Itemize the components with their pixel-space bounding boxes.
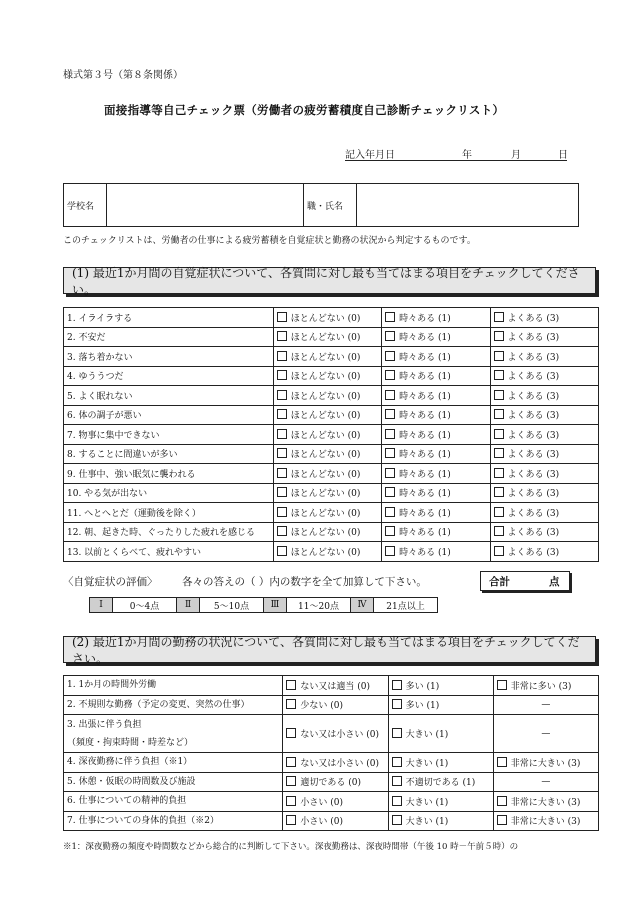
work-option-none: — [493, 695, 598, 715]
option-label: よくある (3) [507, 372, 560, 383]
symptom-option[interactable] [273, 425, 381, 445]
symptom-row [64, 503, 599, 523]
form-number: 様式第３号（第８条関係） [63, 70, 183, 81]
symptom-option[interactable] [382, 366, 490, 386]
checkbox-icon[interactable] [277, 546, 287, 556]
checkbox-icon[interactable] [277, 331, 287, 341]
checkbox-icon[interactable] [385, 429, 395, 439]
option-label: ほとんどない (0) [290, 352, 361, 363]
checkbox-icon[interactable] [494, 370, 504, 380]
checkbox-icon[interactable] [385, 390, 395, 400]
option-label: よくある (3) [507, 508, 560, 519]
checkbox-icon[interactable] [385, 507, 395, 517]
option-label: 不適切である (1) [405, 778, 476, 789]
symptom-option[interactable] [273, 366, 381, 386]
option-label: 時々ある (1) [399, 333, 451, 344]
option-label: 大きい (1) [405, 758, 449, 769]
checkbox-icon[interactable] [494, 468, 504, 478]
work-label [64, 811, 283, 831]
option-label: 時々ある (1) [399, 469, 451, 480]
checkbox-icon[interactable] [385, 351, 395, 361]
symptom-option[interactable] [273, 503, 381, 523]
work-label [64, 695, 283, 715]
symptom-option[interactable] [382, 464, 490, 484]
symptom-row [64, 483, 599, 503]
symptom-option[interactable] [273, 405, 381, 425]
option-label: よくある (3) [507, 528, 560, 539]
work-option[interactable] [283, 753, 388, 773]
option-label: ほとんどない (0) [290, 391, 361, 402]
work-option[interactable] [283, 772, 388, 792]
work-row [64, 811, 599, 831]
symptom-option[interactable] [490, 483, 598, 503]
total-box[interactable] [480, 571, 570, 591]
option-label: 非常に大きい (3) [510, 797, 581, 808]
symptom-label: 8. することに間違いが多い [64, 444, 274, 464]
option-label: ほとんどない (0) [290, 528, 361, 539]
symptom-label: 11. へとへとだ（運動後を除く） [64, 503, 274, 523]
work-label-line1: 4. 深夜勤務に伴う負担（※1） [67, 757, 193, 768]
entry-date-field[interactable] [345, 146, 567, 161]
symptom-option[interactable] [382, 425, 490, 445]
page-title: 面接指導等自己チェック票（労働者の疲労蓄積度自己診断チェックリスト） [104, 103, 505, 117]
symptom-option[interactable] [382, 405, 490, 425]
option-label: よくある (3) [507, 313, 560, 324]
option-label: よくある (3) [507, 430, 560, 441]
checkbox-icon[interactable] [277, 390, 287, 400]
work-option[interactable] [493, 811, 598, 831]
option-label: よくある (3) [507, 450, 560, 461]
symptom-row [64, 308, 599, 328]
work-row [64, 772, 599, 792]
work-label-line1: 5. 休憩・仮眠の時間数及び施設 [67, 776, 196, 787]
school-label: 学校名 [64, 184, 107, 227]
symptom-option[interactable] [273, 386, 381, 406]
checkbox-icon[interactable] [277, 312, 287, 322]
level-1-num: Ⅰ [90, 598, 113, 613]
checkbox-icon[interactable] [385, 409, 395, 419]
work-option-none: — [493, 715, 598, 753]
work-option[interactable] [283, 715, 388, 753]
checkbox-icon[interactable] [392, 699, 402, 709]
option-label: よくある (3) [507, 411, 560, 422]
option-label: 時々ある (1) [399, 411, 451, 422]
checkbox-icon[interactable] [494, 312, 504, 322]
symptom-label: 2. 不安だ [64, 327, 274, 347]
checkbox-icon[interactable] [494, 429, 504, 439]
option-label: 小さい (0) [300, 817, 344, 828]
checkbox-icon[interactable] [277, 351, 287, 361]
checkbox-icon[interactable] [497, 680, 507, 690]
level-4-range: 21点以上 [374, 598, 438, 613]
work-label-line1: 3. 出張に伴う負担 [67, 719, 142, 730]
symptom-label: 4. ゆううつだ [64, 366, 274, 386]
work-label [64, 792, 283, 812]
option-label: ほとんどない (0) [290, 547, 361, 558]
info-table [63, 183, 579, 227]
symptom-label: 5. よく眠れない [64, 386, 274, 406]
option-label: よくある (3) [507, 489, 560, 500]
option-label: 時々ある (1) [399, 450, 451, 461]
checkbox-icon[interactable] [497, 796, 507, 806]
checkbox-icon[interactable] [392, 815, 402, 825]
checkbox-icon[interactable] [286, 680, 296, 690]
total-label: 合計 [489, 576, 510, 588]
work-row [64, 676, 599, 696]
symptom-option[interactable] [273, 483, 381, 503]
checkbox-icon[interactable] [494, 409, 504, 419]
checkbox-icon[interactable] [392, 680, 402, 690]
work-option[interactable] [493, 792, 598, 812]
checkbox-icon[interactable] [385, 312, 395, 322]
work-option[interactable] [388, 715, 493, 753]
symptom-row [64, 366, 599, 386]
work-option[interactable] [388, 772, 493, 792]
option-label: ほとんどない (0) [290, 333, 361, 344]
checkbox-icon[interactable] [494, 390, 504, 400]
option-label: ほとんどない (0) [290, 469, 361, 480]
symptom-option[interactable] [490, 405, 598, 425]
checkbox-icon[interactable] [277, 526, 287, 536]
symptom-option[interactable] [490, 503, 598, 523]
symptom-option[interactable] [382, 483, 490, 503]
checkbox-icon[interactable] [494, 331, 504, 341]
option-label: 時々ある (1) [399, 372, 451, 383]
symptom-row [64, 425, 599, 445]
symptom-label: 12. 朝、起きた時、ぐったりした疲れを感じる [64, 522, 274, 542]
school-input[interactable] [107, 184, 304, 227]
symptom-row [64, 464, 599, 484]
work-option[interactable] [493, 753, 598, 773]
checkbox-icon[interactable] [385, 487, 395, 497]
work-option[interactable] [388, 676, 493, 696]
symptom-option[interactable] [490, 444, 598, 464]
checkbox-icon[interactable] [392, 796, 402, 806]
section1-title: (1) 最近1か月間の自覚症状について、各質問に対し最も当てはまる項目をチェックしてください。 [72, 265, 580, 297]
work-option[interactable] [388, 753, 493, 773]
evaluation-scale [89, 597, 438, 613]
option-label: 時々ある (1) [399, 489, 451, 500]
option-label: ほとんどない (0) [290, 411, 361, 422]
checkbox-icon[interactable] [392, 776, 402, 786]
checkbox-icon[interactable] [494, 526, 504, 536]
checkbox-icon[interactable] [277, 487, 287, 497]
checkbox-icon[interactable] [277, 370, 287, 380]
checkbox-icon[interactable] [286, 796, 296, 806]
option-label: 時々ある (1) [399, 391, 451, 402]
section2-title: (2) 最近1か月間の勤務の状況について、各質問に対し最も当てはまる項目をチェックしてください。 [72, 634, 580, 666]
symptom-option[interactable] [273, 542, 381, 562]
work-option[interactable] [388, 811, 493, 831]
work-label-line1: 2. 不規則な勤務（予定の変更、突然の仕事） [67, 699, 250, 710]
checkbox-icon[interactable] [277, 429, 287, 439]
symptom-option[interactable] [273, 327, 381, 347]
option-label: 少ない (0) [300, 701, 344, 712]
work-label-line1: 1. 1か月の時間外労働 [67, 680, 157, 691]
symptom-option[interactable] [273, 308, 381, 328]
symptom-option[interactable] [273, 522, 381, 542]
symptom-row [64, 327, 599, 347]
option-label: 時々ある (1) [399, 313, 451, 324]
option-label: 多い (1) [405, 701, 440, 712]
work-option[interactable] [493, 676, 598, 696]
option-label: 非常に多い (3) [510, 681, 572, 692]
symptom-option[interactable] [490, 464, 598, 484]
symptom-option[interactable] [490, 522, 598, 542]
option-label: 時々ある (1) [399, 430, 451, 441]
work-row [64, 753, 599, 773]
checkbox-icon[interactable] [385, 546, 395, 556]
symptom-option[interactable] [490, 425, 598, 445]
symptom-label: 7. 物事に集中できない [64, 425, 274, 445]
checkbox-icon[interactable] [497, 757, 507, 767]
option-label: ほとんどない (0) [290, 313, 361, 324]
checkbox-icon[interactable] [392, 728, 402, 738]
checkbox-icon[interactable] [277, 507, 287, 517]
work-label [64, 676, 283, 696]
symptom-row [64, 522, 599, 542]
symptom-option[interactable] [490, 327, 598, 347]
name-label: 職・氏名 [304, 184, 357, 227]
symptom-option[interactable] [382, 386, 490, 406]
checkbox-icon[interactable] [286, 776, 296, 786]
section1-header [63, 265, 596, 297]
work-option[interactable] [388, 695, 493, 715]
level-2-range: 5〜10点 [200, 598, 264, 613]
checkbox-icon[interactable] [385, 526, 395, 536]
checkbox-icon[interactable] [494, 507, 504, 517]
checkbox-icon[interactable] [385, 448, 395, 458]
work-label-line1: 7. 仕事についての身体的負担（※2） [67, 815, 219, 826]
symptom-option[interactable] [382, 347, 490, 367]
work-label-line1: 6. 仕事についての精神的負担 [67, 796, 187, 807]
work-label-line2: （頻度・拘束時間・時差など） [67, 737, 194, 748]
checkbox-icon[interactable] [277, 409, 287, 419]
work-option[interactable] [283, 695, 388, 715]
symptom-label: 6. 体の調子が悪い [64, 405, 274, 425]
symptom-label: 1. イライラする [64, 308, 274, 328]
option-label: よくある (3) [507, 469, 560, 480]
checkbox-icon[interactable] [494, 448, 504, 458]
work-label [64, 772, 283, 792]
work-option[interactable] [388, 792, 493, 812]
option-label: 小さい (0) [300, 797, 344, 808]
section2-header [63, 634, 596, 666]
work-row [64, 715, 599, 753]
symptom-row [64, 542, 599, 562]
option-label: 時々ある (1) [399, 528, 451, 539]
work-option-none: — [493, 772, 598, 792]
option-label: 非常に大きい (3) [510, 817, 581, 828]
checkbox-icon[interactable] [494, 351, 504, 361]
symptom-option[interactable] [382, 503, 490, 523]
option-label: 多い (1) [405, 681, 440, 692]
checkbox-icon[interactable] [392, 757, 402, 767]
work-option[interactable] [283, 811, 388, 831]
symptom-label: 10. やる気が出ない [64, 483, 274, 503]
option-label: 大きい (1) [405, 797, 449, 808]
option-label: ほとんどない (0) [290, 450, 361, 461]
option-label: ほとんどない (0) [290, 372, 361, 383]
symptom-option[interactable] [382, 444, 490, 464]
option-label: 適切である (0) [300, 778, 362, 789]
symptom-label: 13. 以前とくらべて、疲れやすい [64, 542, 274, 562]
work-status-table [63, 675, 599, 831]
symptom-label: 3. 落ち着かない [64, 347, 274, 367]
work-option[interactable] [283, 792, 388, 812]
symptom-option[interactable] [382, 327, 490, 347]
checkbox-icon[interactable] [497, 815, 507, 825]
evaluation-instruction: 各々の答えの（ ）内の数字を全て加算して下さい。 [182, 576, 427, 588]
level-4-num: Ⅳ [351, 598, 374, 613]
name-input[interactable] [357, 184, 579, 227]
option-label: よくある (3) [507, 391, 560, 402]
level-2-num: Ⅱ [177, 598, 200, 613]
option-label: ない又は適当 (0) [300, 681, 371, 692]
option-label: 時々ある (1) [399, 508, 451, 519]
checkbox-icon[interactable] [494, 546, 504, 556]
day-label: 日 [558, 150, 568, 161]
option-label: よくある (3) [507, 333, 560, 344]
symptom-option[interactable] [382, 522, 490, 542]
checkbox-icon[interactable] [286, 728, 296, 738]
checkbox-icon[interactable] [385, 468, 395, 478]
checkbox-icon[interactable] [494, 487, 504, 497]
checkbox-icon[interactable] [286, 757, 296, 767]
option-label: ほとんどない (0) [290, 489, 361, 500]
option-label: ほとんどない (0) [290, 508, 361, 519]
option-label: 大きい (1) [405, 730, 449, 740]
option-label: 非常に大きい (3) [510, 758, 581, 769]
points-label: 点 [549, 576, 560, 588]
symptom-row [64, 386, 599, 406]
symptom-option[interactable] [273, 347, 381, 367]
evaluation-label: 〈自覚症状の評価〉 [63, 576, 158, 588]
option-label: よくある (3) [507, 352, 560, 363]
symptom-option[interactable] [273, 444, 381, 464]
symptom-row [64, 405, 599, 425]
work-row [64, 792, 599, 812]
entry-date-label: 記入年月日 [345, 150, 395, 161]
work-option[interactable] [283, 676, 388, 696]
level-3-num: Ⅲ [264, 598, 287, 613]
option-label: ない又は小さい (0) [300, 758, 380, 769]
symptom-table [63, 307, 599, 562]
work-label [64, 715, 283, 753]
footnote: ※1：深夜勤務の頻度や時間数などから総合的に判断して下さい。深夜勤務は、深夜時間帯（午後 10 時－午前５時）の [63, 842, 519, 852]
checkbox-icon[interactable] [385, 370, 395, 380]
work-label [64, 753, 283, 773]
symptom-option[interactable] [490, 347, 598, 367]
symptom-option[interactable] [490, 386, 598, 406]
option-label: ない又は小さい (0) [300, 730, 380, 740]
option-label: 大きい (1) [405, 817, 449, 828]
checkbox-icon[interactable] [385, 331, 395, 341]
option-label: ほとんどない (0) [290, 430, 361, 441]
work-row [64, 695, 599, 715]
symptom-option[interactable] [490, 542, 598, 562]
month-label: 月 [511, 150, 521, 161]
symptom-option[interactable] [490, 308, 598, 328]
checkbox-icon[interactable] [277, 448, 287, 458]
option-label: 時々ある (1) [399, 547, 451, 558]
symptom-label: 9. 仕事中、強い眠気に襲われる [64, 464, 274, 484]
level-1-range: 0〜4点 [113, 598, 177, 613]
symptom-option[interactable] [382, 308, 490, 328]
checkbox-icon[interactable] [286, 815, 296, 825]
symptom-row [64, 347, 599, 367]
symptom-row [64, 444, 599, 464]
symptom-option[interactable] [382, 542, 490, 562]
year-label: 年 [462, 150, 472, 161]
level-3-range: 11〜20点 [287, 598, 351, 613]
checkbox-icon[interactable] [286, 699, 296, 709]
symptom-option[interactable] [273, 464, 381, 484]
description-text: このチェックリストは、労働者の仕事による疲労蓄積を自覚症状と勤務の状況から判定するものです。 [63, 236, 476, 246]
option-label: よくある (3) [507, 547, 560, 558]
symptom-option[interactable] [490, 366, 598, 386]
checkbox-icon[interactable] [277, 468, 287, 478]
option-label: 時々ある (1) [399, 352, 451, 363]
